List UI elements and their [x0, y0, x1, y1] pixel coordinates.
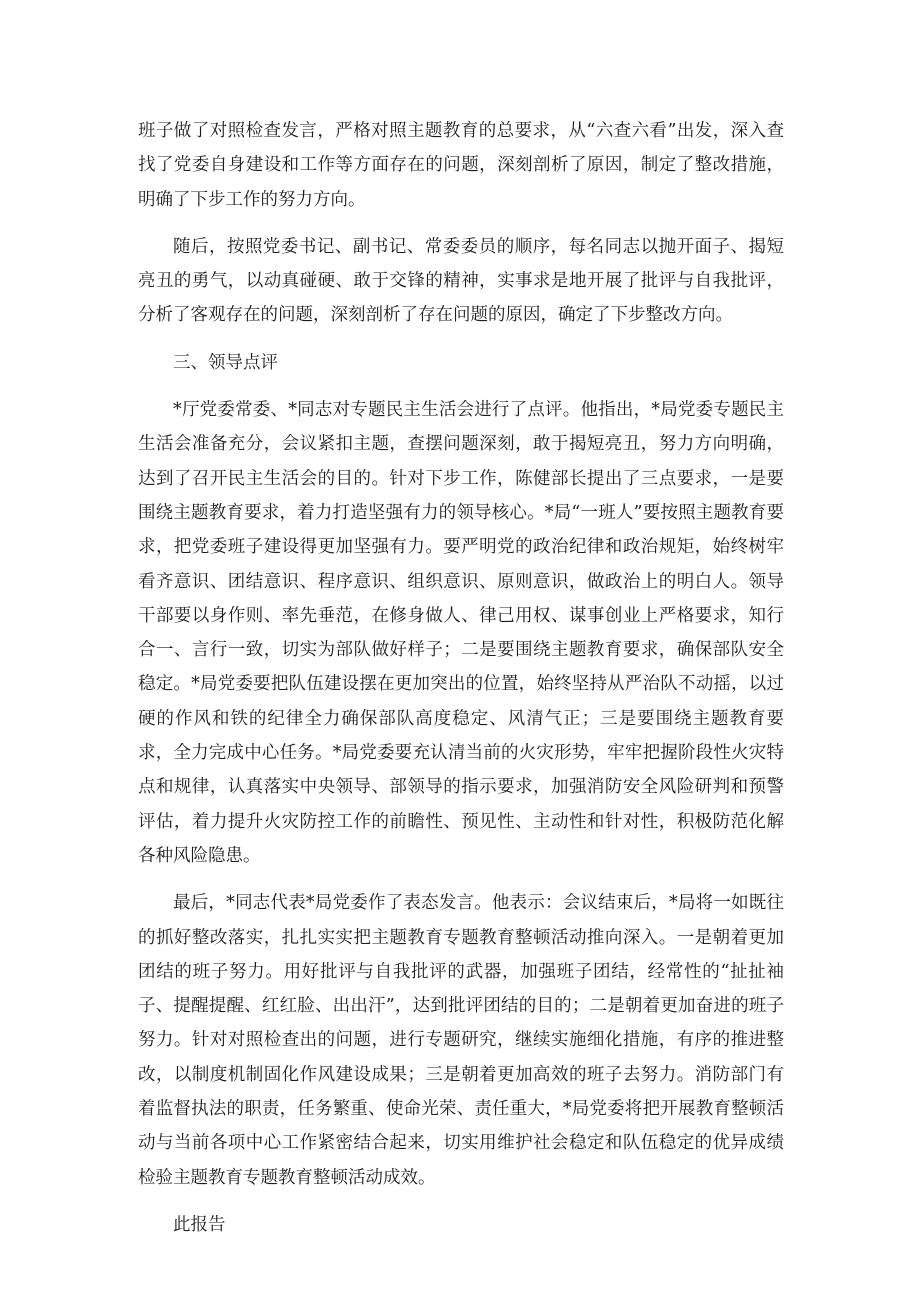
- paragraph-criticism: 随后，按照党委书记、副书记、常委委员的顺序，每名同志以抛开面子、揭短亮丑的勇气，以动真碰硬、敢于交锋的精神，实事求是地开展了批评与自我批评，分析了客观存在的问题，深刻剖析了存在问题的原因，确定了下步整改方向。: [138, 236, 784, 326]
- section-heading-leadership-review: 三、领导点评: [173, 352, 278, 373]
- paragraph-final-statement: 最后，*同志代表*局党委作了表态发言。他表示：会议结束后，*局将一如既往的抓好整改落实，扎扎实实把主题教育专题教育整顿活动推向深入。一是朝着更加团结的班子努力。用好批评与自我批评的武器，加强班子团结，经常性的“扯扯袖子、提醒提醒、红红脸、出出汗”，达到批评团结的目的；二是朝着更加奋进的班子努力。针对对照检查出的问题，进行专题研究，继续实施细化措施，有序的推进整改，以制度机制固化作风建设成果；三是朝着更加高效的班子去努力。消防部门有着监督执法的职责，任务繁重、使命光荣、责任重大，*局党委将把开展教育整顿活动与当前各项中心工作紧密结合起来，切实用维护社会稳定和队伍稳定的优异成绩检验主题教育专题教育整顿活动成效。: [138, 893, 784, 1188]
- paragraph-leadership-review: *厅党委常委、*同志对专题民主生活会进行了点评。他指出，*局党委专题民主生活会准备充分，会议紧扣主题，查摆问题深刻，敢于揭短亮丑，努力方向明确，达到了召开民主生活会的目的。针对下步工作，陈健部长提出了三点要求，一是要围绕主题教育要求，着力打造坚强有力的领导核心。*局“一班人”要按照主题教育要求，把党委班子建设得更加坚强有力。要严明党的政治纪律和政治规矩，始终树牢看齐意识、团结意识、程序意识、组织意识、原则意识，做政治上的明白人。领导干部要以身作则、率先垂范，在修身做人、律己用权、谋事创业上严格要求，知行合一、言行一致，切实为部队做好样子；二是要围绕主题教育要求，确保部队安全稳定。*局党委要把队伍建设摆在更加突出的位置，始终坚持从严治队不动摇，以过硬的作风和铁的纪律全力确保部队高度稳定、风清气正；三是要围绕主题教育要求，全力完成中心任务。*局党委要充认清当前的火灾形势，牢牢把握阶段性火灾特点和规律，认真落实中央领导、部领导的指示要求，加强消防安全风险研判和预警评估，着力提升火灾防控工作的前瞻性、预见性、主动性和针对性，积极防范化解各种风险隐患。: [138, 400, 784, 866]
- closing-line: 此报告: [173, 1214, 226, 1235]
- paragraph-continuation: 班子做了对照检查发言，严格对照主题教育的总要求，从“六查六看”出发，深入查找了党委自身建设和工作等方面存在的问题，深刻剖析了原因，制定了整改措施，明确了下步工作的努力方向。: [138, 121, 784, 210]
- document-body: [138, 114, 784, 1242]
